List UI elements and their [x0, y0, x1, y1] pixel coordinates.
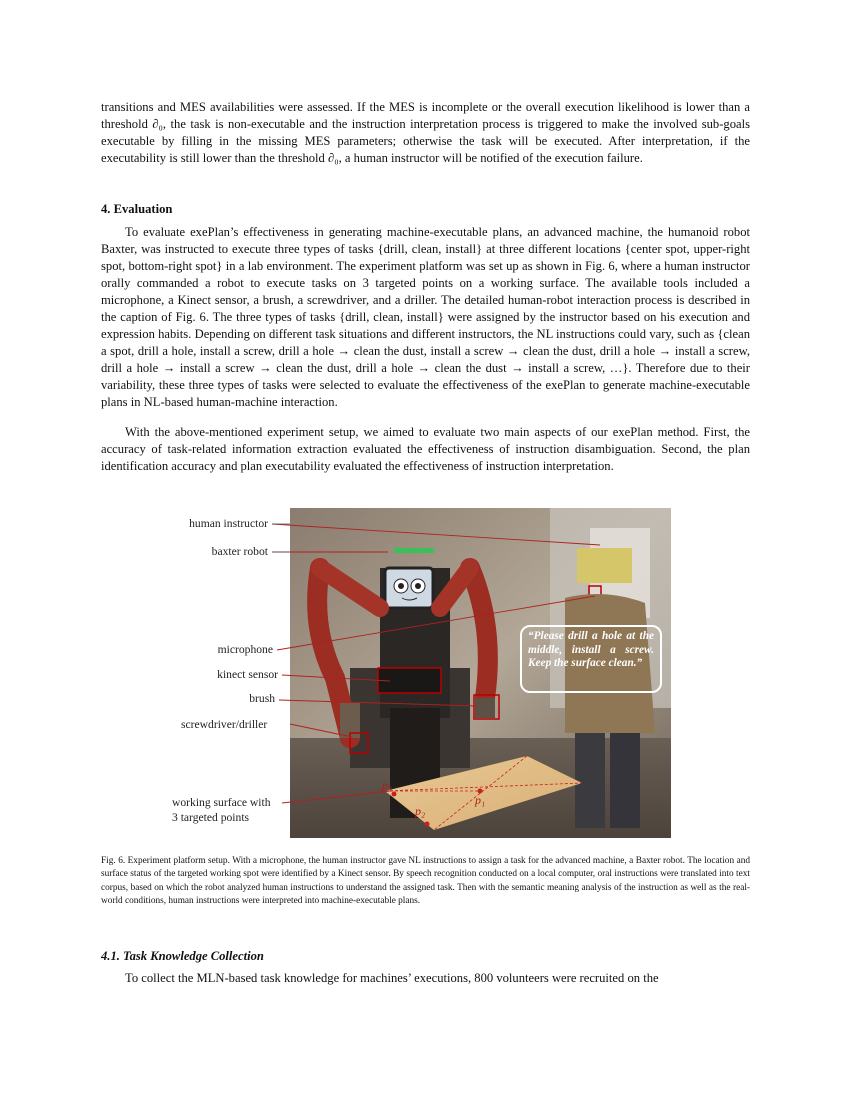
robot-status-lights — [394, 548, 434, 553]
robot-face-screen — [385, 568, 433, 608]
section-heading-evaluation: 4. Evaluation — [101, 202, 173, 216]
instruction-speech-bubble: “Please drill a hole at the middle, install a screw. Keep the surface clean.” — [520, 625, 662, 693]
target-point-p2 — [425, 822, 430, 827]
kinect-sensor-box — [378, 668, 441, 693]
robot-gripper-right — [475, 698, 495, 718]
label-baxter-robot: baxter robot — [211, 545, 268, 558]
label-brush: brush — [249, 692, 275, 705]
point-label-p1: p₁ — [475, 793, 486, 807]
target-point-p3 — [392, 792, 397, 797]
instructor-face-mask — [577, 548, 632, 583]
subsection-heading-task-knowledge: 4.1. Task Knowledge Collection — [101, 949, 264, 963]
evaluation-paragraph-2: With the above-mentioned experiment setup, we aimed to evaluate two main aspects of our exePlan method. First, the accuracy of task-related information extraction evaluated the effectiveness of instruction disambiguation. Second, the plan identification accuracy and plan executability evaluated the effectiveness of instruction interpretation. — [101, 425, 750, 474]
point-label-p2: p₂ — [415, 804, 426, 818]
intro-paragraph: transitions and MES availabilities were assessed. If the MES is incomplete or the overall execution likelihood is lower than a threshold ∂₀, the task is non-executable and the instruction interpretation process is triggered to make the involved sub-goals executable by filling in the missing MES parameters; otherwise the task will be executed. After interpretation, if the executability is still lower than the threshold ∂₀, a human instructor will be notified of the execution failure. — [101, 100, 750, 166]
figure-caption: Fig. 6. Experiment platform setup. With a microphone, the human instructor gave NL instructions to assign a task for the advanced machine, a Baxter robot. The location and surface status of the targeted working spot were identified by a Kinect sensor. By speech recognition conducted on a local computer, oral instructions were translated into text corpus, based on which the robot analyzed human instructions to understand the assigned task. Then with the semantic meaning analysis of the instruction as well as the real-world conditions, human instructions were interpreted into machine-executable plans. — [101, 856, 750, 907]
label-working-surface-line1: working surface with — [172, 796, 271, 809]
label-microphone: microphone — [217, 643, 273, 656]
label-screwdriver-driller: screwdriver/driller — [181, 718, 268, 731]
point-label-p3: p₃ — [382, 778, 393, 792]
task-knowledge-paragraph: To collect the MLN-based task knowledge for machines’ executions, 800 volunteers were recruited on the — [125, 971, 659, 985]
evaluation-paragraph-1: To evaluate exePlan’s effectiveness in generating machine-executable plans, an advanced machine, the humanoid robot Baxter, was instructed to execute three types of tasks {drill, clean, install} at three different locations {center spot, upper-right spot, bottom-right spot} in a lab environment. The experiment platform was set up as shown in Fig. 6, where a human instructor orally commanded a robot to execute tasks on 3 targeted points on a working surface. The available tools included a microphone, a Kinect sensor, a brush, a screwdriver, and a driller. The detailed human-robot interaction process is described in the caption of Fig. 6. The three types of tasks {drill, clean, install} were assigned by the instructor based on his execution and expression habits. Depending on different task situations and different instructors, the NL instructions could vary, such as {clean a spot, drill a hole, install a screw, drill a hole → clean the dust, install a screw → clean the dust, drill a hole → install a screw, drill a hole → install a screw → clean the dust, drill a hole → clean the dust → install a screw, …}. Therefore due to their variability, these three types of tasks were selected to evaluate the effectiveness of the exePlan to generate machine-executable plans in NL-based human-machine interaction. — [101, 225, 750, 410]
label-working-surface-line2: 3 targeted points — [172, 811, 250, 824]
label-kinect-sensor: kinect sensor — [217, 668, 278, 681]
label-human-instructor: human instructor — [189, 517, 268, 530]
